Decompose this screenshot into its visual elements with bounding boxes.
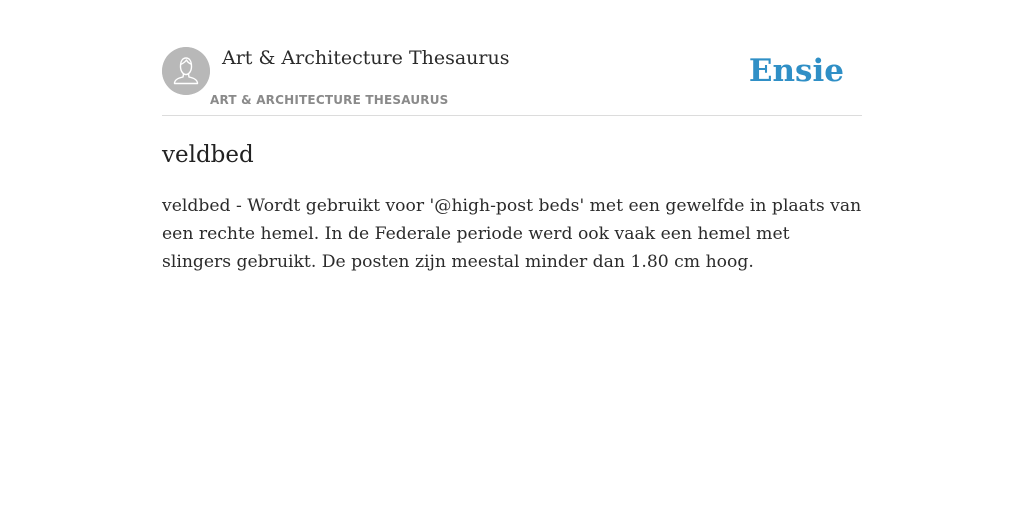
source-label[interactable]: ART & ARCHITECTURE THESAURUS: [210, 93, 449, 107]
ensie-logo[interactable]: Ensie: [748, 53, 844, 89]
avatar[interactable]: [162, 47, 210, 95]
entry-title: veldbed: [162, 142, 254, 168]
author-name[interactable]: Art & Architecture Thesaurus: [222, 47, 510, 69]
header: [162, 47, 862, 116]
user-silhouette-icon: [162, 47, 210, 95]
entry-definition: veldbed - Wordt gebruikt voor '@high-post beds' met een gewelfde in plaats van een rechte hemel. In de Federale periode werd ook vaak een hemel met slingers gebruikt. De posten zijn meestal minder dan 1.80 cm hoog.: [162, 196, 862, 272]
